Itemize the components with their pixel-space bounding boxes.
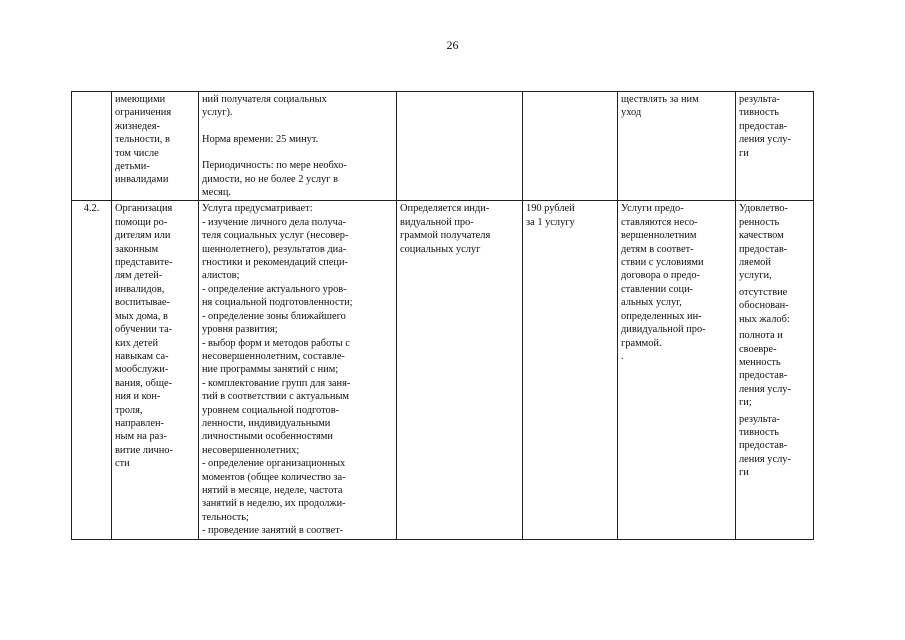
text-line: воспитывае- — [115, 297, 170, 309]
text-line: тельность; — [202, 511, 249, 523]
service-conditions-cell — [618, 92, 736, 201]
text-line: тий в соответствии с актуальным — [202, 391, 350, 403]
text-line: видуальной про- — [400, 216, 474, 228]
text-line: сти — [115, 458, 130, 470]
text-line: инвалидами — [115, 174, 169, 186]
row-number-cell: 4.2. — [72, 201, 112, 539]
text-line: алистов; — [202, 270, 240, 282]
text-line: предостав- — [739, 243, 788, 255]
text-line: - определение организационных — [202, 458, 346, 470]
text-line: своевре- — [739, 343, 777, 355]
text-block — [739, 413, 810, 480]
text-line: услуги, — [739, 270, 772, 282]
text-line: - изучение личного дела получа- — [202, 216, 346, 228]
text-line: уровнем социальной подготов- — [202, 404, 340, 416]
text-line: ления услу- — [739, 383, 791, 395]
text-line: троля, — [115, 404, 143, 416]
text-line: услуг). — [202, 107, 233, 119]
text-line: представите- — [115, 257, 173, 269]
service-name-cell — [112, 92, 199, 201]
text-line: предостав- — [739, 440, 788, 452]
text-line: отсутствие — [739, 286, 788, 298]
text-line: граммой получателя — [400, 230, 491, 242]
text-line: договора о предо- — [621, 270, 701, 282]
text-line: качеством — [739, 230, 784, 242]
text-block — [739, 202, 810, 282]
text-line: Норма времени: 25 минут. — [202, 133, 319, 145]
text-line: ние программы занятий с ним; — [202, 364, 339, 376]
text-line: димости, но не более 2 услуг в — [202, 173, 339, 185]
text-line: Периодичность: по мере необхо- — [202, 160, 347, 172]
text-line: навыкам са- — [115, 350, 169, 362]
text-line: ленности, индивидуальными — [202, 417, 331, 429]
text-line: инвалидов, — [115, 283, 165, 295]
text-line: личностными особенностями — [202, 431, 333, 443]
text-line: - определение актуального уров- — [202, 283, 347, 295]
text-line: вершеннолетним — [621, 230, 697, 242]
text-line: вания, обще- — [115, 377, 173, 389]
text-line: месяц. — [202, 187, 231, 199]
text-line: менность — [739, 356, 781, 368]
text-line: жизнедея- — [115, 120, 161, 132]
text-block — [202, 159, 393, 199]
text-line: ня социальной подготовленности; — [202, 297, 353, 309]
text-line: законным — [115, 243, 159, 255]
text-block — [739, 286, 810, 326]
text-line: шеннолетнего), результатов диа- — [202, 243, 347, 255]
text-line: 190 рублей — [526, 203, 575, 215]
table-row — [72, 92, 814, 201]
text-line: ких детей — [115, 337, 159, 349]
text-line: мых дома, в — [115, 310, 168, 322]
text-line: - комплектование групп для заня- — [202, 377, 351, 389]
text-line: тивность — [739, 107, 779, 119]
text-line: моментов (общее количество за- — [202, 471, 346, 483]
text-line: полнота и — [739, 330, 783, 342]
text-line: дивидуальной про- — [621, 324, 706, 336]
text-line: тельности, в — [115, 134, 170, 146]
text-line: ги — [739, 467, 749, 479]
text-line: ренность — [739, 216, 780, 228]
text-line: - проведение занятий в соответ- — [202, 525, 344, 537]
service-quality-cell — [736, 92, 814, 201]
text-line: лям детей- — [115, 270, 163, 282]
text-line: ставлении соци- — [621, 283, 694, 295]
text-line: уход — [621, 107, 642, 119]
text-line: . — [621, 350, 624, 362]
text-line: теля социальных услуг (несовер- — [202, 230, 349, 242]
text-line: ги — [739, 147, 749, 159]
text-line: гностики и рекомендаций специ- — [202, 257, 348, 269]
row-number-cell — [72, 92, 112, 201]
text-line: несовершеннолетним, составле- — [202, 350, 345, 362]
text-line: помощи ро- — [115, 216, 168, 228]
text-line: ляемой — [739, 257, 771, 269]
text-line: ществлять за ним — [621, 94, 699, 105]
text-line: направлен- — [115, 417, 164, 429]
text-line: обоснован- — [739, 300, 789, 312]
text-line: определенных ин- — [621, 310, 702, 322]
text-line: результа- — [739, 413, 780, 425]
text-line: за 1 услугу — [526, 216, 575, 228]
text-line: уровня развития; — [202, 324, 278, 336]
service-name-cell — [112, 201, 199, 539]
text-line: предостав- — [739, 370, 788, 382]
text-line: ния и кон- — [115, 391, 161, 403]
text-line: детям в соответ- — [621, 243, 694, 255]
text-line: детьми- — [115, 161, 150, 173]
text-line: ний получателя социальных — [202, 94, 327, 105]
text-line: Удовлетво- — [739, 203, 788, 215]
page-number: 26 — [446, 38, 459, 52]
text-line: ставляются несо- — [621, 216, 698, 228]
text-line: ги; — [739, 397, 752, 409]
text-line: занятий в неделю, их продолжи- — [202, 498, 346, 510]
text-line: мообслужи- — [115, 364, 169, 376]
paragraph-gap — [202, 146, 393, 159]
text-line: дителям или — [115, 230, 171, 242]
table-row — [72, 201, 814, 539]
text-line: несовершеннолетних; — [202, 444, 300, 456]
text-line: витие лично- — [115, 444, 173, 456]
service-volume-cell — [397, 92, 523, 201]
text-line: Организация — [115, 203, 173, 215]
text-line: имеющими — [115, 94, 166, 105]
text-line: предостав- — [739, 120, 788, 132]
service-conditions-cell — [618, 201, 736, 539]
text-line: обучении та- — [115, 324, 173, 336]
text-line: ным на раз- — [115, 431, 167, 443]
service-price-cell — [523, 201, 618, 539]
text-line: социальных услуг — [400, 243, 481, 255]
text-block — [739, 329, 810, 409]
service-price-cell — [523, 92, 618, 201]
text-line: ствии с условиями — [621, 257, 704, 269]
text-line: тивность — [739, 426, 779, 438]
text-line: Услуги предо- — [621, 203, 684, 215]
services-table — [71, 91, 814, 540]
text-line: Услуга предусматривает: — [202, 203, 313, 215]
text-line: том числе — [115, 147, 159, 159]
text-line: ления услу- — [739, 134, 791, 146]
text-line: альных услуг, — [621, 297, 682, 309]
text-line: граммой. — [621, 337, 662, 349]
text-block — [202, 93, 393, 120]
paragraph-gap — [202, 120, 393, 133]
text-line: - определение зоны ближайшего — [202, 310, 346, 322]
text-line: ных жалоб: — [739, 313, 790, 325]
text-line: результа- — [739, 94, 780, 105]
text-line: Определяется инди- — [400, 203, 490, 215]
text-line: - выбор форм и методов работы с — [202, 337, 350, 349]
service-quality-cell — [736, 201, 814, 539]
text-block — [202, 133, 393, 146]
text-line: нятий в месяце, неделе, частота — [202, 484, 343, 496]
text-line: ограничения — [115, 107, 172, 119]
text-line: ления услу- — [739, 453, 791, 465]
service-content-cell — [199, 201, 397, 539]
service-content-cell — [199, 92, 397, 201]
service-volume-cell — [397, 201, 523, 539]
